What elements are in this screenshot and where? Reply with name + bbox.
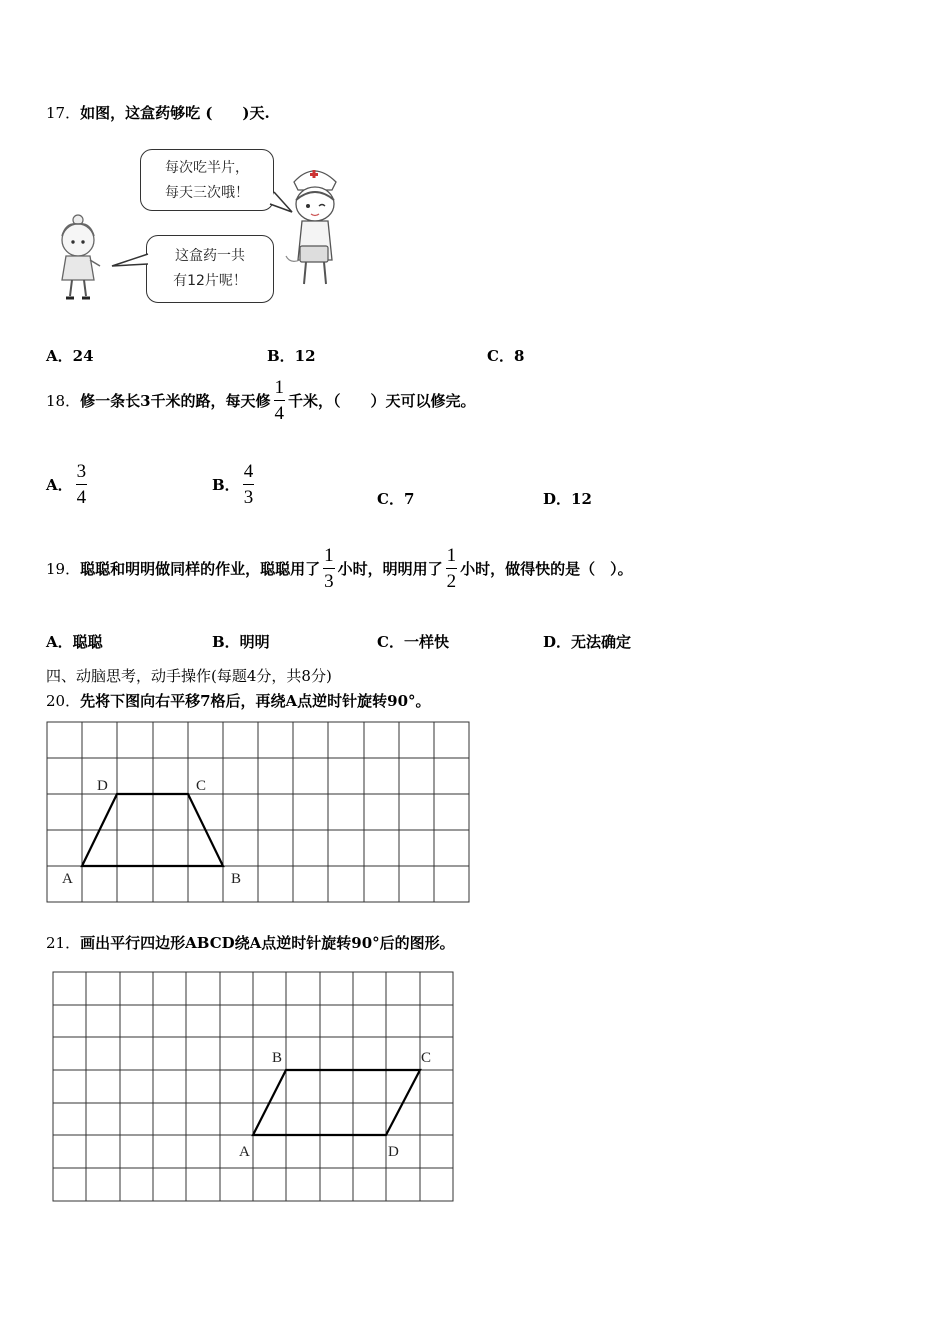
q19-text-a: 聪聪和明明做同样的作业，聪聪用了 xyxy=(80,560,321,578)
q19-number: 19． xyxy=(46,560,81,578)
q20-number: 20． xyxy=(46,692,81,710)
q20-label-d: D xyxy=(97,778,108,794)
q20-label-c: C xyxy=(196,778,207,794)
q18-option-b-denominator: 3 xyxy=(243,487,254,508)
girl-speech-line-2: 有12片呢！ xyxy=(173,273,247,289)
q18-option-b-fraction xyxy=(243,462,255,507)
q19-option-a[interactable]: A．聪聪 xyxy=(46,633,103,651)
q21-number: 21． xyxy=(46,934,81,952)
q21-label-a: A xyxy=(239,1144,250,1160)
q21-stem xyxy=(46,932,455,953)
q18-option-b-label: B． xyxy=(212,476,240,494)
q17-number: 17． xyxy=(46,104,81,122)
q19-text-c: 小时，做得快的是（ ）。 xyxy=(460,560,633,578)
q20-text: 先将下图向右平移7格后，再绕A点逆时针旋转90°。 xyxy=(80,692,431,710)
q21-grid-lines xyxy=(53,972,453,1201)
q19-option-b[interactable]: B．明明 xyxy=(212,633,270,651)
q18-option-a-label: A． xyxy=(46,476,73,494)
q18-option-c[interactable]: C．7 xyxy=(377,490,415,508)
q18-text-before: 修一条长3千米的路，每天修 xyxy=(80,392,271,410)
q21-label-b: B xyxy=(272,1050,283,1066)
q18-option-a-fraction xyxy=(76,462,88,507)
q17-option-b[interactable]: B．12 xyxy=(267,347,316,365)
q19-fraction-1-numerator: 1 xyxy=(323,546,335,569)
q19-fraction-2-denominator: 2 xyxy=(446,571,457,592)
q18-fraction xyxy=(274,378,286,423)
q19-option-d[interactable]: D．无法确定 xyxy=(543,633,632,651)
q19-option-c[interactable]: C．一样快 xyxy=(377,633,449,651)
q18-option-a-numerator: 3 xyxy=(76,462,88,485)
q18-option-d[interactable]: D．12 xyxy=(543,490,592,508)
q17-option-a[interactable]: A．24 xyxy=(46,347,94,365)
q21-label-d: D xyxy=(388,1144,399,1160)
q20-stem xyxy=(46,690,431,711)
q17-text: 如图，这盒药够吃 ( )天. xyxy=(80,104,270,122)
nurse-speech-line-2: 每天三次哦！ xyxy=(165,185,249,201)
girl-speech-line-1: 这盒药一共 xyxy=(175,248,245,264)
q20-label-b: B xyxy=(231,871,242,887)
q18-fraction-denominator: 4 xyxy=(274,403,285,424)
q18-number: 18． xyxy=(46,392,81,410)
q19-fraction-1 xyxy=(323,546,335,591)
q19-stem xyxy=(46,546,633,591)
q18-fraction-numerator: 1 xyxy=(274,378,286,401)
q18-option-a[interactable] xyxy=(46,462,90,507)
q20-label-a: A xyxy=(62,871,73,887)
q19-text-b: 小时，明明用了 xyxy=(337,560,443,578)
q21-text: 画出平行四边形ABCD绕A点逆时针旋转90°后的图形。 xyxy=(80,934,455,952)
q20-grid[interactable] xyxy=(46,721,472,905)
q21-label-c: C xyxy=(421,1050,432,1066)
nurse-icon xyxy=(280,160,350,292)
q18-stem xyxy=(46,378,476,423)
section-heading: 四、动脑思考，动手操作(每题4分，共8分) xyxy=(46,667,332,685)
q17-option-c[interactable]: C．8 xyxy=(487,347,525,365)
q19-fraction-1-denominator: 3 xyxy=(324,571,334,592)
girl-icon xyxy=(52,212,104,304)
q19-fraction-2-numerator: 1 xyxy=(446,546,458,569)
q18-option-a-denominator: 4 xyxy=(76,487,87,508)
q20-grid-lines xyxy=(47,722,469,902)
q18-text-after: 千米，（ ）天可以修完。 xyxy=(288,392,476,410)
nurse-speech-line-1: 每次吃半片， xyxy=(165,160,249,176)
q21-grid[interactable] xyxy=(52,971,456,1203)
q19-fraction-2 xyxy=(446,546,458,591)
q18-option-b-numerator: 4 xyxy=(243,462,255,485)
q18-option-b[interactable] xyxy=(212,462,257,507)
